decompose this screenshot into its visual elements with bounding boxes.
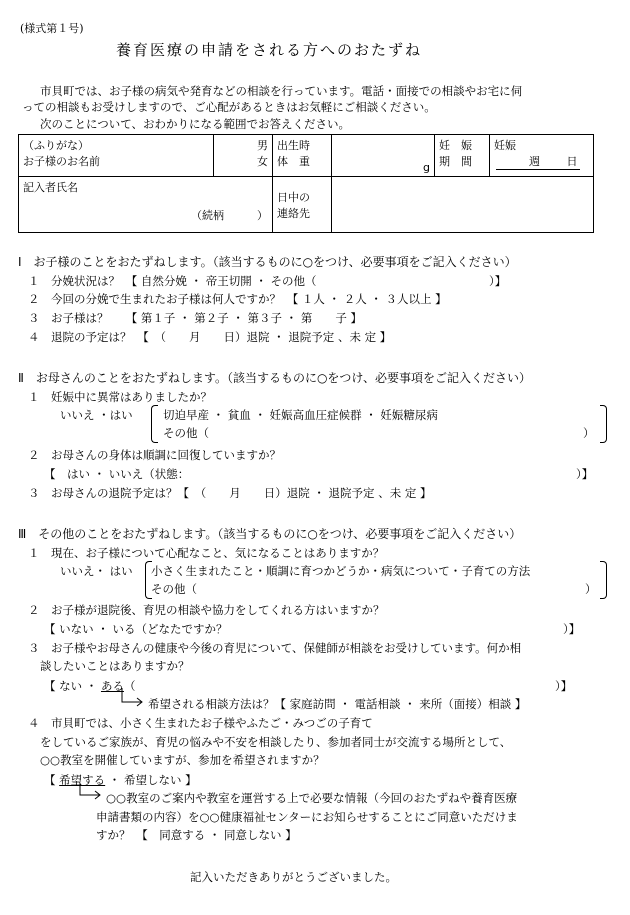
helper-close: ）】	[563, 622, 581, 636]
consent-answer[interactable]: すか？ 【 同意する ・ 同意しない 】	[96, 828, 297, 842]
class-answer[interactable]	[44, 773, 197, 787]
question-1-1[interactable]: １ 分娩状況は？ 【 自然分娩 ・ 帝王切開 ・ その他（ ）】	[28, 274, 507, 288]
week-unit: 週	[529, 155, 540, 168]
section-2-heading: Ⅱ お母さんのことをおたずねします。（該当するものに○をつけ、必要事項をご記入ください）	[18, 371, 531, 385]
left-bracket	[151, 405, 158, 443]
day-unit: 日	[566, 155, 578, 168]
concern-options[interactable]: 小さく生まれたこと・順調に育つかどうか・病気について・子育ての方法	[151, 564, 531, 578]
question-1-2[interactable]: ２ 今回の分娩で生まれたお子様は何人ですか？ 【 １人 ・ ２人 ・ ３人以上 】	[28, 292, 447, 306]
male-option[interactable]: 男	[257, 139, 268, 152]
writer-name-cell[interactable]	[19, 177, 273, 233]
weight-label: 体 重	[277, 155, 310, 168]
pregnancy-label: 妊 娠	[439, 139, 472, 152]
relation-label: （続柄 ）	[191, 209, 268, 222]
question-3-3-cont: 談したいことはありますか？	[40, 659, 190, 673]
consult-none[interactable]: 【 ない ・	[44, 679, 101, 693]
consult-yes[interactable]: ある	[100, 679, 124, 693]
question-3-1: １ 現在、お子様について心配なこと、気になることはありますか？	[28, 546, 385, 560]
question-3-2: ２ お子様が退院後、育児の相談や協力をしてくれる方はいますか？	[28, 603, 385, 617]
arrow-icon	[120, 688, 146, 710]
recovery-close: ）】	[576, 467, 594, 481]
form-number: (様式第１号)	[20, 22, 84, 35]
question-2-2: ２ お母さんの身体は順調に回復していますか？	[28, 448, 281, 462]
consent-text-2: 申請書類の内容）を○○健康福祉センターにお知らせすることにご同意いただけま	[96, 810, 518, 824]
period-label: 期 間	[439, 155, 472, 168]
consent-text: ○○教室のご案内や教室を運営する上で必要な情報（今回のおたずねや養育医療	[106, 791, 518, 805]
right-bracket	[600, 405, 607, 443]
birth-weight-label-cell	[273, 135, 332, 177]
section-1-heading: Ⅰ お子様のことをおたずねします。（該当するものに○をつけ、必要事項をご記入ください）	[18, 255, 517, 269]
class-no-wish[interactable]: ・ 希望しない 】	[105, 773, 197, 787]
gram-unit: g	[423, 161, 430, 174]
writer-name-label: 記入者氏名	[23, 181, 78, 194]
pregnancy-value-label: 妊娠	[494, 139, 516, 152]
question-2-3[interactable]: ３ お母さんの退院予定は？【 （ 月 日）退院 ・ 退院予定 、未 定 】	[28, 486, 432, 500]
contact-label-cell	[273, 177, 332, 233]
helper-answer[interactable]: 【 いない ・ いる（どなたですか？	[44, 622, 228, 636]
question-2-1: １ 妊娠中に異常はありましたか？	[28, 390, 212, 404]
other-close: ）	[585, 582, 597, 596]
child-name-label: お子様のお名前	[23, 155, 100, 168]
question-3-4: ４ 市貝町では、小さく生まれたお子様やふたご・みつごの子育て	[28, 716, 373, 730]
intro-line: っての相談もお受けしますので、ご心配があるときはお気軽にご相談ください。	[22, 100, 436, 114]
consult-close: ）】	[555, 679, 573, 693]
question-1-3[interactable]: ３ お子様は？ 【 第１子 ・ 第２子 ・ 第３子 ・ 第 子 】	[28, 311, 362, 325]
intro-line: 市貝町では、お子様の病気や発育などの相談を行っています。電話・面接での相談やお宅に伺	[40, 84, 523, 98]
child-name-cell[interactable]	[19, 135, 214, 177]
question-3-3: ３ お子様やお母さんの健康や今後の育児について、保健師が相談をお受けしています。何か相	[28, 641, 522, 655]
class-wish[interactable]: 希望する	[59, 773, 106, 787]
question-3-4-cont: をしているご家族が、育児の悩みや不安を相談したり、参加者同士が交流する場所として、	[40, 735, 512, 749]
weight-input[interactable]	[332, 135, 435, 177]
class-open: 【	[44, 773, 60, 787]
intro-line: 次のことについて、おわかりになる範囲でお答えください。	[40, 117, 351, 131]
other-label[interactable]: その他（	[163, 426, 209, 440]
other-label[interactable]: その他（	[151, 582, 197, 596]
sex-cell[interactable]	[214, 135, 273, 177]
yes-no-choice[interactable]: いいえ・ はい	[60, 564, 133, 578]
child-info-table	[18, 134, 594, 233]
contact-label-2: 連絡先	[277, 206, 310, 220]
footer-thanks: 記入いただきありがとうございました。	[190, 870, 397, 884]
section-3-heading: Ⅲ その他のことをおたずねします。（該当するものに○をつけ、必要事項をご記入ください）	[18, 527, 522, 541]
yes-no-choice[interactable]: いいえ ・はい	[60, 408, 133, 422]
female-option[interactable]: 女	[257, 155, 268, 168]
consult-method[interactable]: 希望される相談方法は？【 家庭訪問 ・ 電話相談 ・ 来所（面接）相談 】	[148, 697, 527, 711]
other-close: ）	[583, 426, 595, 440]
arrow-icon	[78, 783, 104, 805]
pregnancy-period-input[interactable]	[490, 135, 594, 177]
pregnancy-label-cell	[435, 135, 490, 177]
furigana-label: （ふりがな）	[23, 139, 89, 152]
contact-input[interactable]	[332, 177, 594, 233]
page-title: 養育医療の申請をされる方へのおたずね	[116, 41, 423, 59]
consult-open: （	[123, 679, 136, 693]
abnormality-options[interactable]: 切迫早産 ・ 貧血 ・ 妊娠高血圧症候群 ・ 妊娠糖尿病	[163, 408, 438, 422]
question-1-4[interactable]: ４ 退院の予定は？ 【 （ 月 日）退院 ・ 退院予定 、未 定 】	[28, 330, 392, 344]
birth-label: 出生時	[277, 139, 310, 152]
contact-label: 日中の	[277, 190, 310, 204]
recovery-answer[interactable]: 【 はい ・ いいえ（状態：	[44, 467, 190, 481]
right-bracket	[600, 561, 607, 599]
question-3-4-cont: ○○教室を開催していますが、参加を希望されますか？	[40, 753, 325, 767]
